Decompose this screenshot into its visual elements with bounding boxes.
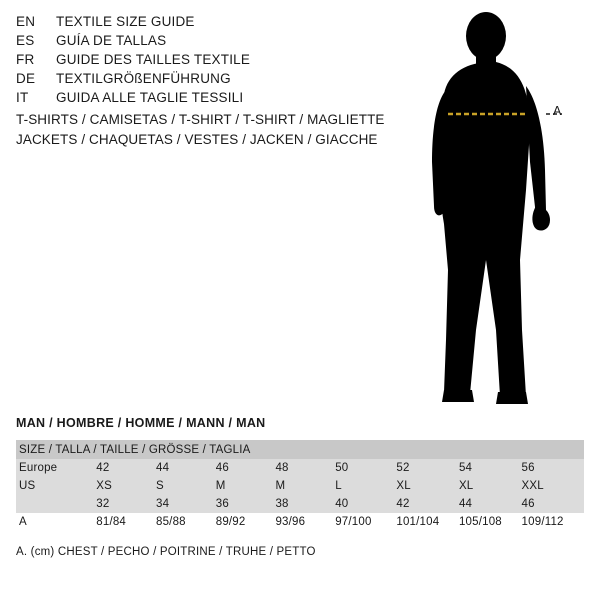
- table-cell: 44: [156, 459, 216, 477]
- male-silhouette-icon: [400, 10, 600, 410]
- table-cell: 46: [522, 495, 584, 513]
- table-row: [16, 513, 584, 531]
- language-code: ES: [16, 33, 35, 48]
- language-text: GUIDA ALLE TAGLIE TESSILI: [56, 90, 244, 105]
- footnote-chest: A. (cm) CHEST / PECHO / POITRINE / TRUHE / PETTO: [16, 546, 316, 558]
- table-cell: 48: [275, 459, 335, 477]
- table-cell: M: [275, 477, 335, 495]
- table-cell: XL: [459, 477, 522, 495]
- language-code: EN: [16, 14, 36, 29]
- table-cell: 40: [335, 495, 396, 513]
- table-row: [16, 459, 584, 477]
- table-cell: 101/104: [396, 513, 459, 531]
- language-code: FR: [16, 52, 35, 67]
- table-cell: 34: [156, 495, 216, 513]
- table-cell: 109/112: [522, 513, 584, 531]
- table-cell: XXL: [522, 477, 584, 495]
- language-row: [16, 33, 376, 52]
- measure-label-a: A: [553, 104, 562, 118]
- language-text: GUÍA DE TALLAS: [56, 33, 167, 48]
- table-cell: M: [216, 477, 276, 495]
- language-code: IT: [16, 90, 29, 105]
- size-table: [16, 440, 584, 531]
- category-line-tshirts: T-SHIRTS / CAMISETAS / T-SHIRT / T-SHIRT / MAGLIETTE: [16, 112, 385, 127]
- table-cell: 105/108: [459, 513, 522, 531]
- language-row: [16, 71, 376, 90]
- table-cell: S: [156, 477, 216, 495]
- language-row: [16, 90, 376, 109]
- language-text: GUIDE DES TAILLES TEXTILE: [56, 52, 251, 67]
- table-cell: 93/96: [275, 513, 335, 531]
- category-line-jackets: JACKETS / CHAQUETAS / VESTES / JACKEN / GIACCHE: [16, 132, 378, 147]
- section-title-man: MAN / HOMBRE / HOMME / MANN / MAN: [16, 416, 266, 430]
- table-header-label: SIZE / TALLA / TAILLE / GRÖSSE / TAGLIA: [16, 440, 584, 459]
- row-label-europe: Europe: [16, 459, 96, 477]
- category-list: [16, 110, 436, 150]
- table-row: [16, 495, 584, 513]
- language-row: [16, 52, 376, 71]
- table-cell: 36: [216, 495, 276, 513]
- table-row: [16, 477, 584, 495]
- table-cell: 89/92: [216, 513, 276, 531]
- table-cell: 42: [396, 495, 459, 513]
- language-text: TEXTILGRÖßENFÜHRUNG: [56, 71, 231, 86]
- table-cell: 32: [96, 495, 156, 513]
- table-header-row: [16, 440, 584, 459]
- table-cell: 46: [216, 459, 276, 477]
- table-cell: 56: [522, 459, 584, 477]
- table-cell: 85/88: [156, 513, 216, 531]
- row-label-a: A: [16, 513, 96, 531]
- body-figure: [400, 10, 600, 410]
- table-cell: 38: [275, 495, 335, 513]
- language-list: [16, 14, 376, 109]
- table-cell: 44: [459, 495, 522, 513]
- language-row: [16, 14, 376, 33]
- table-cell: 50: [335, 459, 396, 477]
- table-cell: 42: [96, 459, 156, 477]
- row-label-us: US: [16, 477, 96, 495]
- table-cell: XL: [396, 477, 459, 495]
- table-cell: L: [335, 477, 396, 495]
- table-cell: 52: [396, 459, 459, 477]
- language-code: DE: [16, 71, 36, 86]
- table-cell: 97/100: [335, 513, 396, 531]
- language-text: TEXTILE SIZE GUIDE: [56, 14, 195, 29]
- table-cell: 54: [459, 459, 522, 477]
- row-label-us-alt: [16, 495, 96, 513]
- table-cell: 81/84: [96, 513, 156, 531]
- table-cell: XS: [96, 477, 156, 495]
